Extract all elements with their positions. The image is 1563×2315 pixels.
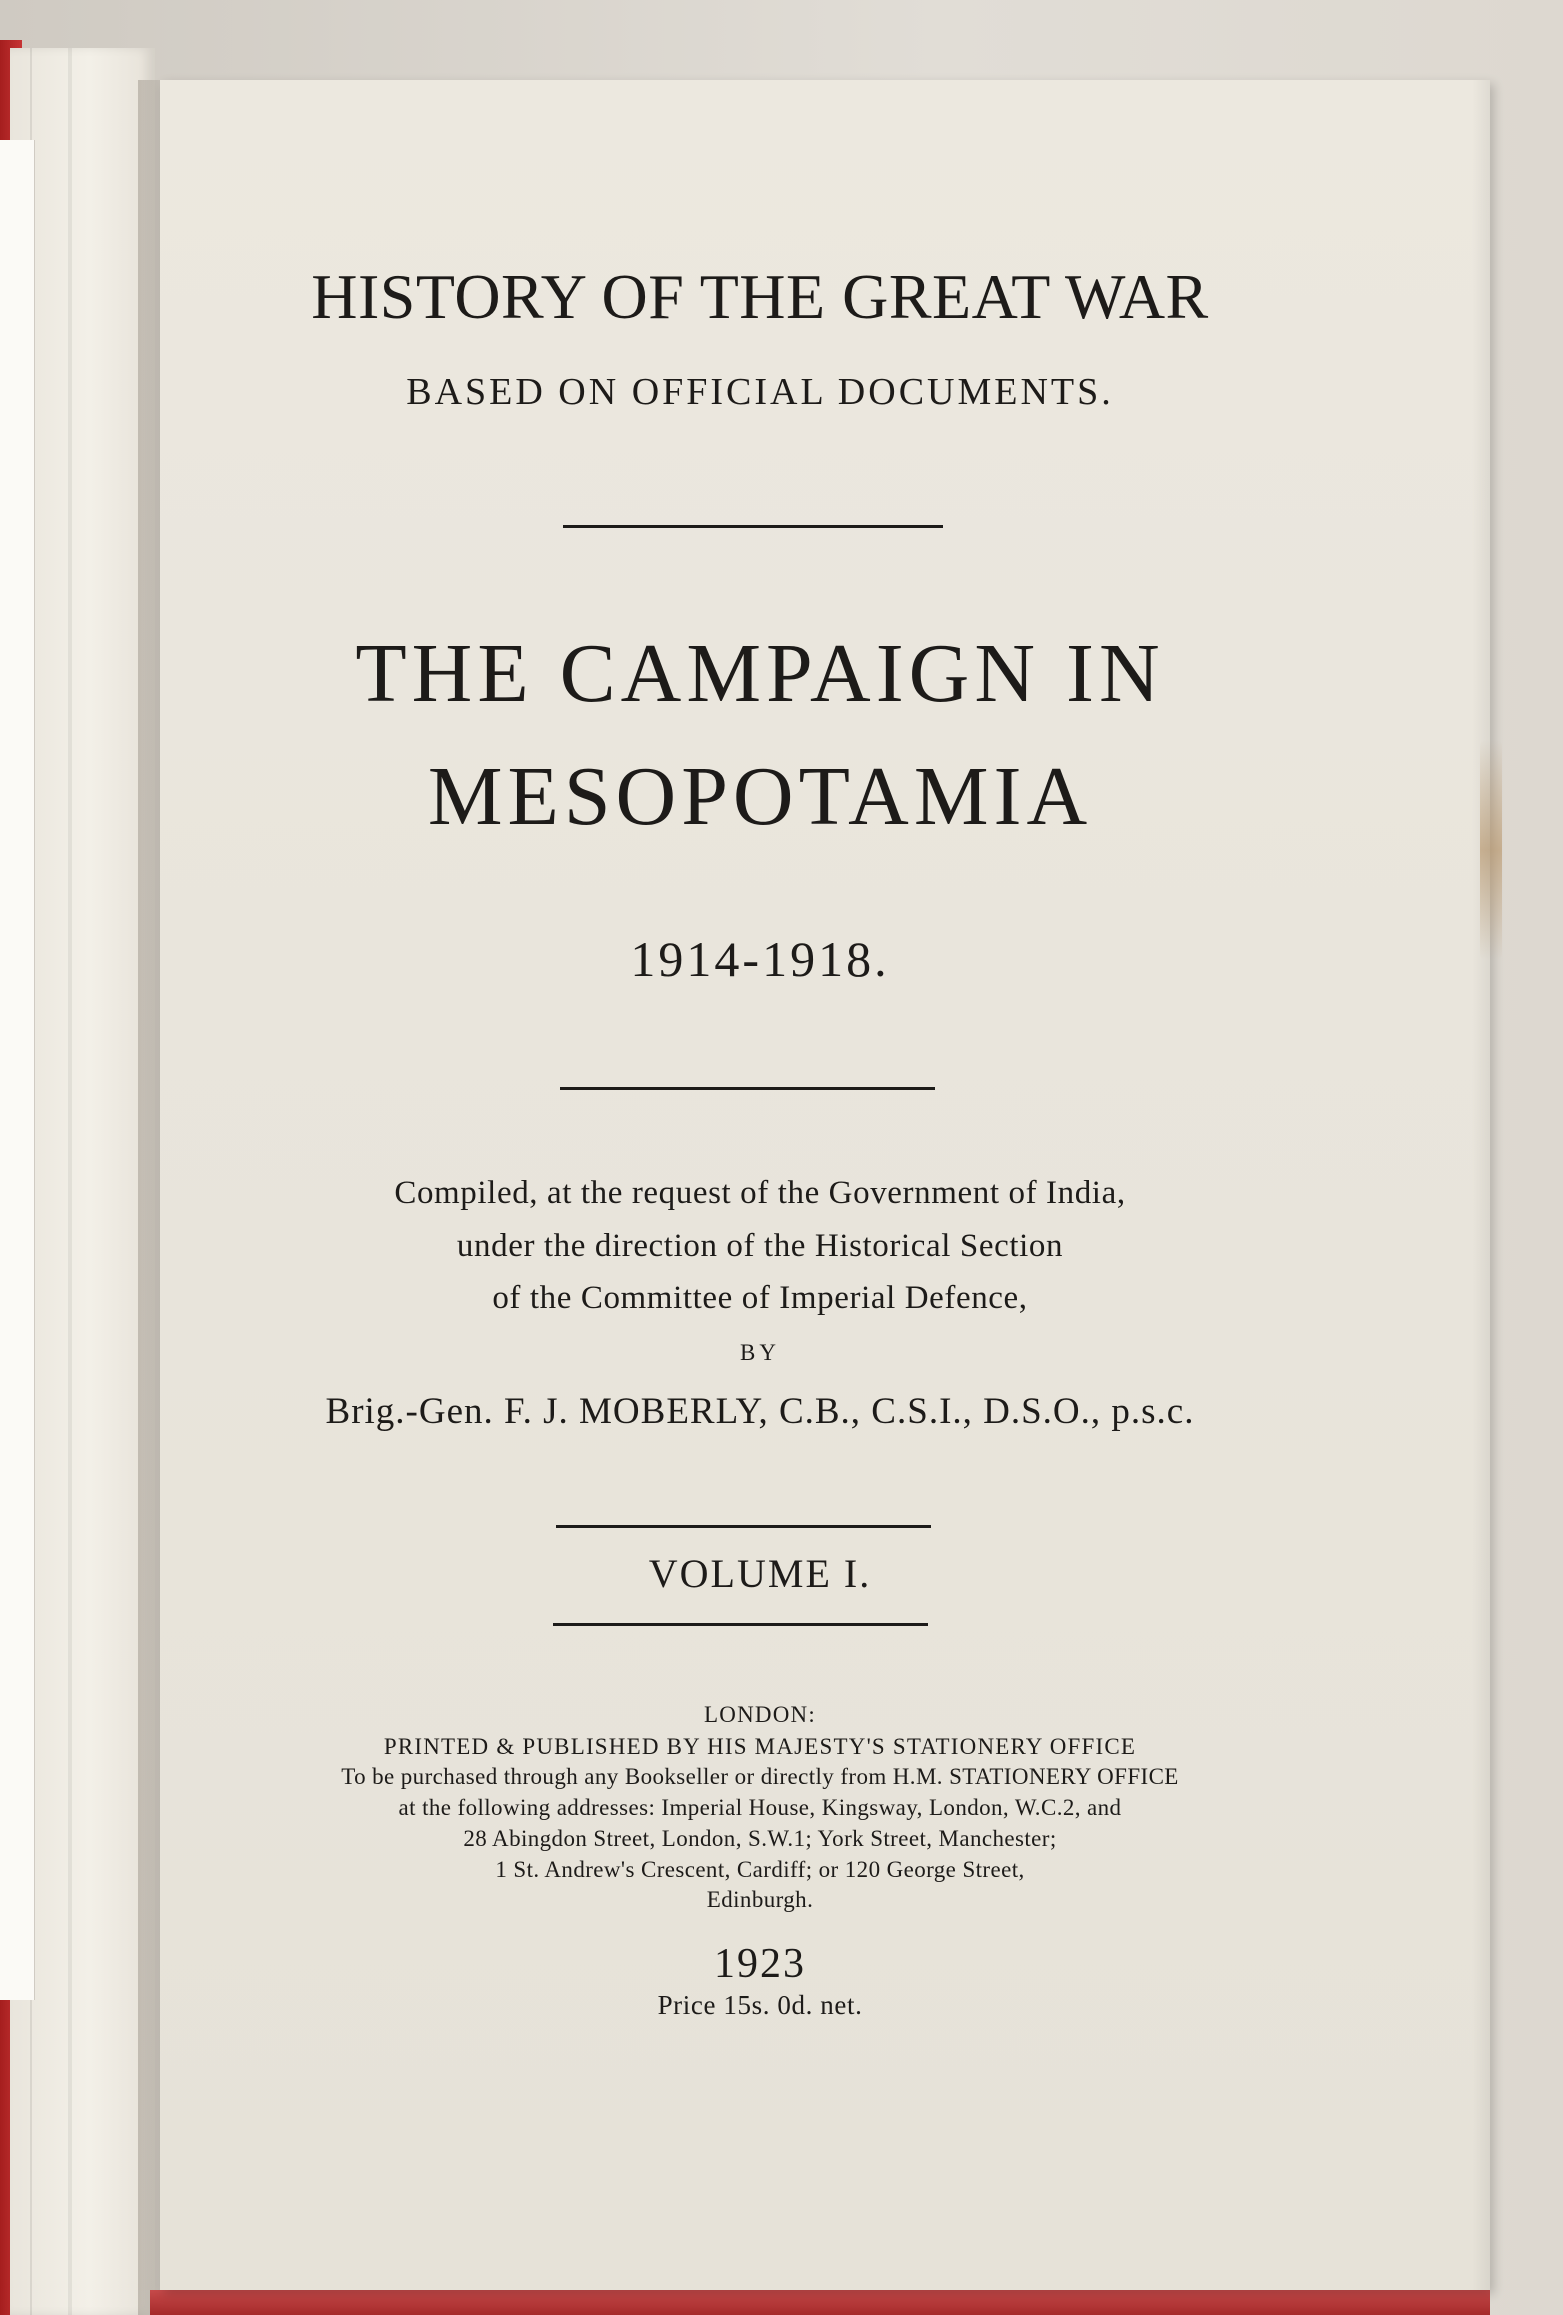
imprint-line-4: at the following addresses: Imperial House, Kingsway, London, W.C.2, and	[398, 1795, 1122, 1820]
divider-rule-1	[563, 525, 943, 528]
compiled-line-1: Compiled, at the request of the Government of India,	[394, 1175, 1126, 1211]
volume: VOLUME I.	[648, 1551, 872, 1596]
title-page	[160, 80, 1490, 2290]
divider-rule-3	[556, 1525, 931, 1528]
imprint-line-7: Edinburgh.	[706, 1887, 814, 1912]
imprint-line-6: 1 St. Andrew's Crescent, Cardiff; or 120 George Street,	[495, 1857, 1025, 1882]
publication-year: 1923	[714, 1941, 806, 1987]
divider-rule-2	[560, 1087, 935, 1090]
years: 1914-1918.	[630, 931, 890, 987]
imprint-line-2: PRINTED & PUBLISHED BY HIS MAJESTY'S STATIONERY OFFICE	[383, 1734, 1137, 1759]
series-title: HISTORY OF THE GREAT WAR	[311, 261, 1209, 332]
imprint-line-1: LONDON:	[704, 1702, 816, 1727]
series-subtitle: BASED ON OFFICIAL DOCUMENTS.	[406, 371, 1114, 413]
book-title-line-1: THE CAMPAIGN IN	[355, 627, 1165, 720]
imprint-line-5: 28 Abingdon Street, London, S.W.1; York Street, Manchester;	[463, 1826, 1057, 1851]
compiled-line-2: under the direction of the Historical Section	[456, 1228, 1064, 1264]
compiled-line-3: of the Committee of Imperial Defence,	[492, 1280, 1028, 1316]
book-title-line-2: MESOPOTAMIA	[427, 750, 1093, 843]
price: Price 15s. 0d. net.	[657, 1990, 863, 2020]
author: Brig.-Gen. F. J. MOBERLY, C.B., C.S.I., D.S.O., p.s.c.	[325, 1391, 1195, 1432]
page-stain	[1480, 740, 1502, 960]
divider-rule-4	[553, 1623, 928, 1626]
loose-sheet	[0, 140, 35, 2000]
by-label: BY	[740, 1340, 780, 1365]
imprint-line-3: To be purchased through any Bookseller or directly from H.M. STATIONERY OFFICE	[341, 1764, 1179, 1789]
bottom-cover-edge	[150, 2290, 1490, 2315]
